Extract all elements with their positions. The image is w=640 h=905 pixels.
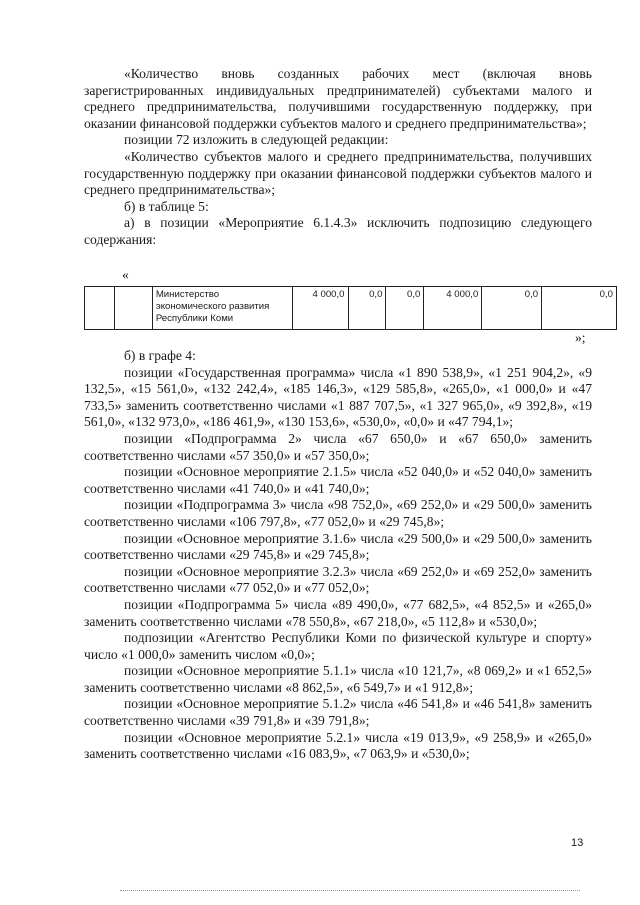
table-cell: 0,0 xyxy=(542,287,617,330)
paragraph: подпозиции «Агентство Республики Коми по физической культуре и спорту» число «1 000,0» заменить числом «0,0»; xyxy=(84,630,592,662)
paragraph: позиции «Государственная программа» числа «1 890 538,9», «1 251 904,2», «9 132,5», «15 561,0», «132 242,4», «185 146,3», «129 585,8», «265,0», «1 000,0» и «47 733,5» заменить соответственно числами «1 887 707,5», «1 327 965,0», «9 392,8», «19 561,0», «132 973,0», «186 461,9», «130 153,6», «530,0», «0,0» и «47 794,1»; xyxy=(84,364,592,430)
table-row xyxy=(85,287,617,330)
paragraph: позиции «Основное мероприятие 5.2.1» числа «19 013,9», «9 258,9» и «265,0» заменить соответственно числами «16 083,9», «7 063,9» и «530,0»; xyxy=(84,729,592,762)
table-cell: 0,0 xyxy=(482,287,542,330)
page-number: 13 xyxy=(571,837,584,849)
text-block-bottom xyxy=(84,348,592,763)
paragraph: позиции «Подпрограмма 2» числа «67 650,0» и «67 650,0» заменить соответственно числами «57 350,0» и «57 350,0»; xyxy=(84,430,592,463)
quote-close: »; xyxy=(575,330,586,345)
paragraph: позиции «Основное мероприятие 3.1.6» числа «29 500,0» и «29 500,0» заменить соответственно числами «29 745,8» и «29 745,8»; xyxy=(84,530,592,563)
paragraph: позиции «Основное мероприятие 5.1.2» числа «46 541,8» и «46 541,8» заменить соответственно числами «39 791,8» и «39 791,8»; xyxy=(84,696,592,729)
text-block-top xyxy=(84,66,592,249)
table-cell: 4 000,0 xyxy=(424,287,482,330)
paragraph: б) в графе 4: xyxy=(124,348,196,363)
table-cell xyxy=(85,287,115,330)
table-cell-ministry: Министерство экономического развития Республики Коми xyxy=(152,287,292,330)
table-cell xyxy=(114,287,152,330)
paragraph: позиции «Основное мероприятие 3.2.3» числа «69 252,0» и «69 252,0» заменить соответственно числами «77 052,0» и «77 052,0»; xyxy=(84,563,592,596)
paragraph: б) в таблице 5: xyxy=(124,198,209,214)
paragraph: а) в позиции «Мероприятие 6.1.4.3» исключить подпозицию следующего содержания: xyxy=(84,215,592,247)
table-cell: 0,0 xyxy=(348,287,386,330)
table-cell: 4 000,0 xyxy=(292,287,348,330)
paragraph: позиции 72 изложить в следующей редакции: xyxy=(124,132,389,148)
table-cell: 0,0 xyxy=(386,287,424,330)
excluded-subposition-table xyxy=(84,286,617,330)
paragraph: «Количество вновь созданных рабочих мест (включая вновь зарегистрированных индивидуальных предпринимателей) субъектами малого и среднего предпринимательства, получившими государственную поддержку, при оказании финансовой поддержки субъектов малого и среднего предпринимательства»; xyxy=(84,66,592,131)
footer-rule xyxy=(120,890,580,891)
paragraph: позиции «Подпрограмма 5» числа «89 490,0», «77 682,5», «4 852,5» и «265,0» заменить соответственно числами «78 550,8», «67 218,0», «5 112,8» и «530,0»; xyxy=(84,596,592,629)
paragraph: позиции «Основное мероприятие 2.1.5» числа «52 040,0» и «52 040,0» заменить соответственно числами «41 740,0» и «41 740,0»; xyxy=(84,464,592,496)
paragraph: позиции «Основное мероприятие 5.1.1» числа «10 121,7», «8 069,2» и «1 652,5» заменить соответственно числами «8 862,5», «6 549,7» и «1 912,8»; xyxy=(84,663,592,695)
paragraph: позиции «Подпрограмма 3» числа «98 752,0», «69 252,0» и «29 500,0» заменить соответственно числами «106 797,8», «77 052,0» и «29 745,8»; xyxy=(84,497,592,529)
quote-open: « xyxy=(122,267,129,282)
paragraph: «Количество субъектов малого и среднего предпринимательства, получивших государственную поддержку при оказании финансовой поддержки субъектов малого и среднего предпринимательства»; xyxy=(84,148,592,198)
